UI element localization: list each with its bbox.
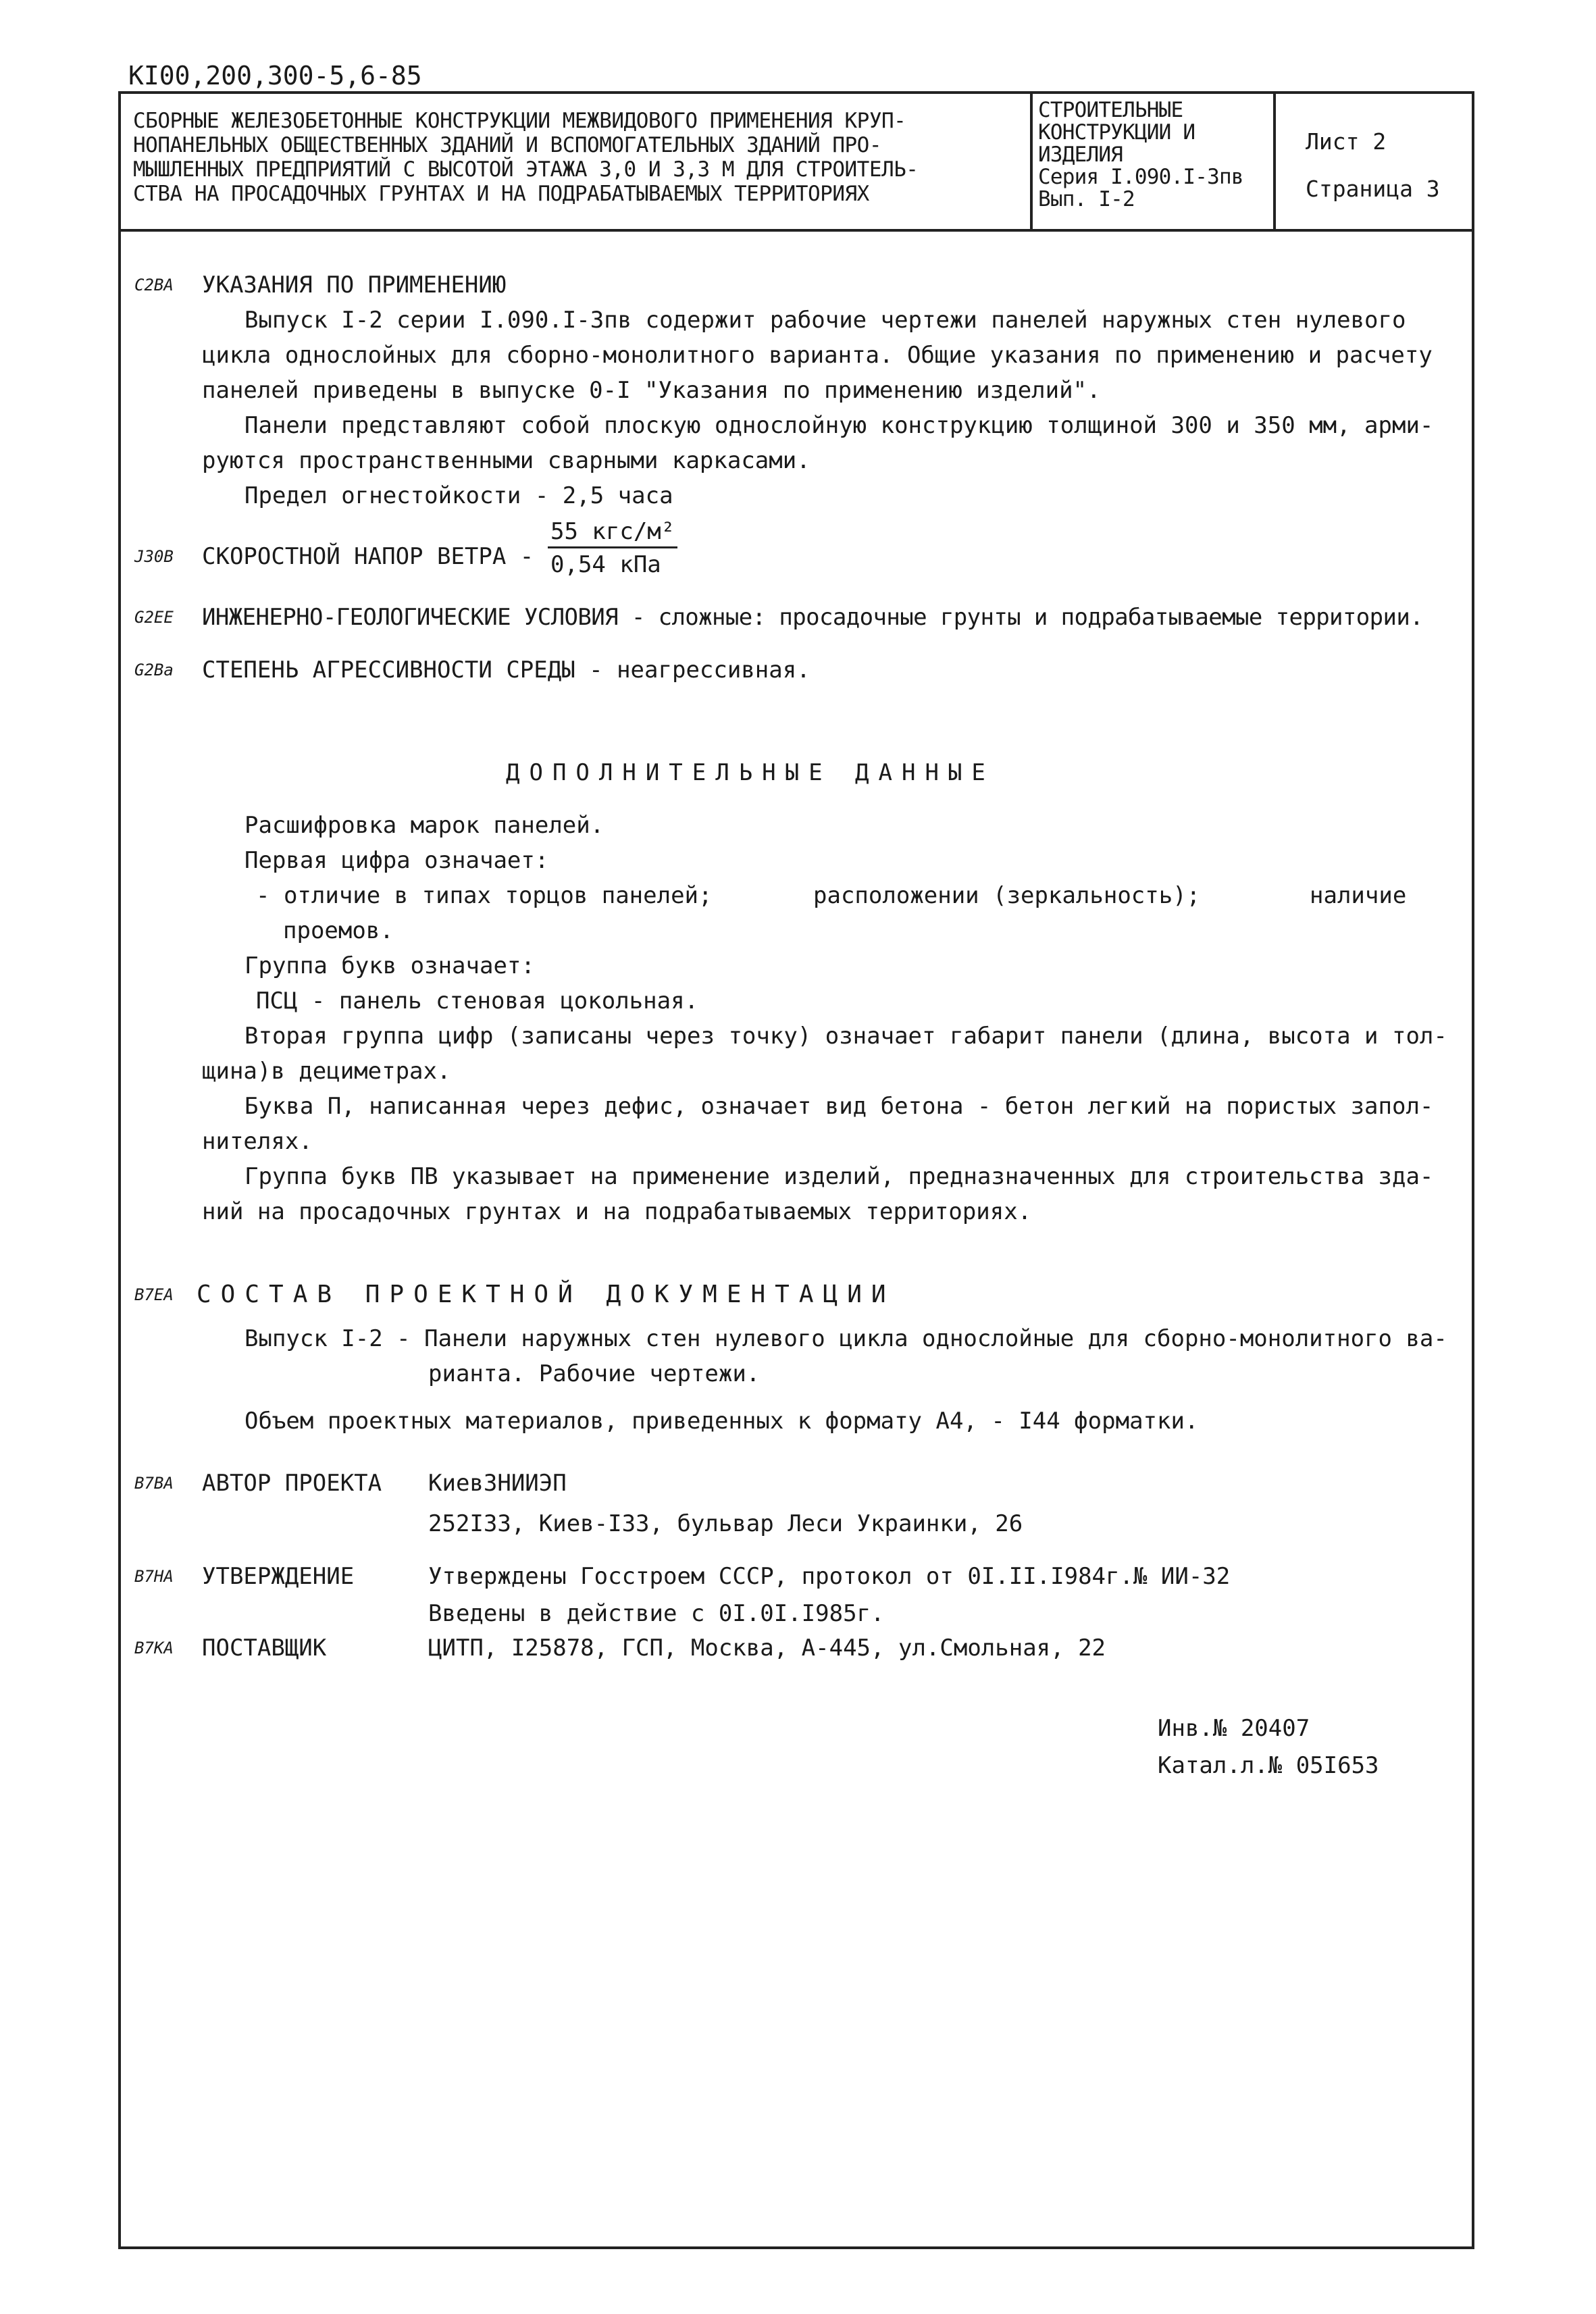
aggr-code: G2Bа [134, 661, 174, 679]
wind-code: J30B [134, 547, 174, 566]
series-line: Вып. I-2 [1038, 187, 1135, 211]
extra-line: щина)в дециметрах. [202, 1058, 451, 1085]
approval-line: Введены в действие с 0I.0I.I985г. [428, 1600, 885, 1627]
composition-line: Выпуск I-2 - Панели наружных стен нулевого цикла однослойные для сборно-монолитного ва- [244, 1325, 1447, 1352]
document-code: КI00,200,300-5,6-85 [128, 61, 422, 91]
aggr-text: СТЕПЕНЬ АГРЕССИВНОСТИ СРЕДЫ - неагрессивная. [202, 657, 810, 684]
series-line: КОНСТРУКЦИИ И [1038, 120, 1195, 145]
series-line: ИЗДЕЛИЯ [1038, 143, 1123, 167]
author-address: 252I33, Киев-I33, бульвар Леси Украинки, 26 [428, 1510, 1023, 1537]
series-line: Серия I.090.I-3пв [1038, 165, 1243, 189]
title-line: СТВА НА ПРОСАДОЧНЫХ ГРУНТАХ И НА ПОДРАБАТЫВАЕМЫХ ТЕРРИТОРИЯХ [133, 182, 869, 206]
title-block-title [121, 94, 1033, 229]
usage-line: панелей приведены в выпуске 0-I "Указания по применению изделий". [202, 377, 1101, 404]
author-name: КиевЗНИИЭП [428, 1470, 567, 1497]
title-block [121, 94, 1472, 232]
geo-text: ИНЖЕНЕРНО-ГЕОЛОГИЧЕСКИЕ УСЛОВИЯ - сложные: просадочные грунты и подрабатываемые территории. [202, 604, 1424, 631]
extra-line: Буква П, написанная через дефис, означает вид бетона - бетон легкий на пористых запол- [244, 1093, 1434, 1120]
geo-code: G2EE [134, 608, 174, 627]
title-line: МЫШЛЕННЫХ ПРЕДПРИЯТИЙ С ВЫСОТОЙ ЭТАЖА 3,0 И 3,3 М ДЛЯ СТРОИТЕЛЬ- [133, 157, 919, 182]
usage-line: руются пространственными сварными каркасами. [202, 447, 810, 474]
extra-line: Вторая группа цифр (записаны через точку) означает габарит панели (длина, высота и тол- [244, 1023, 1447, 1050]
extra-line: наличие [1310, 882, 1407, 909]
wind-label: СКОРОСТНОЙ НАПОР ВЕТРА - [202, 543, 534, 570]
series-line: СТРОИТЕЛЬНЫЕ [1038, 98, 1183, 122]
usage-code: C2BA [134, 276, 174, 294]
title-block-series [1033, 94, 1276, 229]
extra-title: ДОПОЛНИТЕЛЬНЫЕ ДАННЫЕ [506, 759, 995, 786]
composition-code: B7EA [134, 1285, 174, 1304]
title-line: НОПАНЕЛЬНЫХ ОБЩЕСТВЕННЫХ ЗДАНИЙ И ВСПОМОГАТЕЛЬНЫХ ЗДАНИЙ ПРО- [133, 133, 881, 157]
author-code: B7BA [134, 1474, 174, 1493]
usage-line: Предел огнестойкости - 2,5 часа [244, 482, 673, 509]
inventory-number: Инв.№ 20407 [1158, 1715, 1310, 1742]
composition-line: Объем проектных материалов, приведенных к формату А4, - I44 форматки. [244, 1408, 1199, 1435]
title-block-sheet [1276, 94, 1474, 229]
wind-numerator: 55 кгс/м² [548, 518, 677, 548]
extra-line: Расшифровка марок панелей. [244, 812, 604, 839]
usage-line: Выпуск I-2 серии I.090.I-3пв содержит рабочие чертежи панелей наружных стен нулевого [244, 307, 1406, 334]
approval-label: УТВЕРЖДЕНИЕ [202, 1563, 355, 1590]
composition-line: рианта. Рабочие чертежи. [428, 1360, 761, 1387]
title-line: СБОРНЫЕ ЖЕЛЕЗОБЕТОННЫЕ КОНСТРУКЦИИ МЕЖВИДОВОГО ПРИМЕНЕНИЯ КРУП- [133, 109, 906, 133]
usage-line: Панели представляют собой плоскую однослойную конструкцию толщиной 300 и 350 мм, арми- [244, 412, 1434, 439]
approval-line: Утверждены Госстроем СССР, протокол от 0I.II.I984г.№ ИИ-32 [428, 1563, 1231, 1590]
extra-line: Группа букв означает: [244, 952, 535, 979]
usage-line: цикла однослойных для сборно-монолитного варианта. Общие указания по применению и расчету [202, 342, 1433, 369]
extra-line: ний на просадочных грунтах и на подрабатываемых территориях. [202, 1198, 1032, 1225]
supplier-label: ПОСТАВЩИК [202, 1635, 327, 1662]
extra-line: расположении (зеркальность); [813, 882, 1201, 909]
extra-line: нителях. [202, 1128, 313, 1155]
sheet-number: Лист 2 [1306, 128, 1387, 155]
supplier-code: B7KA [134, 1639, 174, 1657]
supplier-text: ЦИТП, I25878, ГСП, Москва, А-445, ул.Смольная, 22 [428, 1635, 1106, 1662]
wind-fraction [548, 518, 677, 578]
wind-denominator: 0,54 кПа [550, 551, 661, 578]
author-label: АВТОР ПРОЕКТА [202, 1470, 382, 1497]
page-number: Страница 3 [1306, 176, 1440, 202]
usage-title: УКАЗАНИЯ ПО ПРИМЕНЕНИЮ [202, 272, 507, 299]
extra-line: Группа букв ПВ указывает на применение изделий, предназначенных для строительства зда- [244, 1163, 1434, 1190]
extra-line: ПСЦ - панель стеновая цокольная. [256, 987, 699, 1014]
composition-title: СОСТАВ ПРОЕКТНОЙ ДОКУМЕНТАЦИИ [197, 1281, 896, 1308]
catalog-number: Катал.л.№ 05I653 [1158, 1752, 1379, 1779]
extra-line: Первая цифра означает: [244, 847, 549, 874]
approval-code: B7HA [134, 1567, 174, 1586]
extra-line: проемов. [283, 917, 394, 944]
document-frame [118, 91, 1474, 2249]
extra-line: - отличие в типах торцов панелей; [256, 882, 713, 909]
